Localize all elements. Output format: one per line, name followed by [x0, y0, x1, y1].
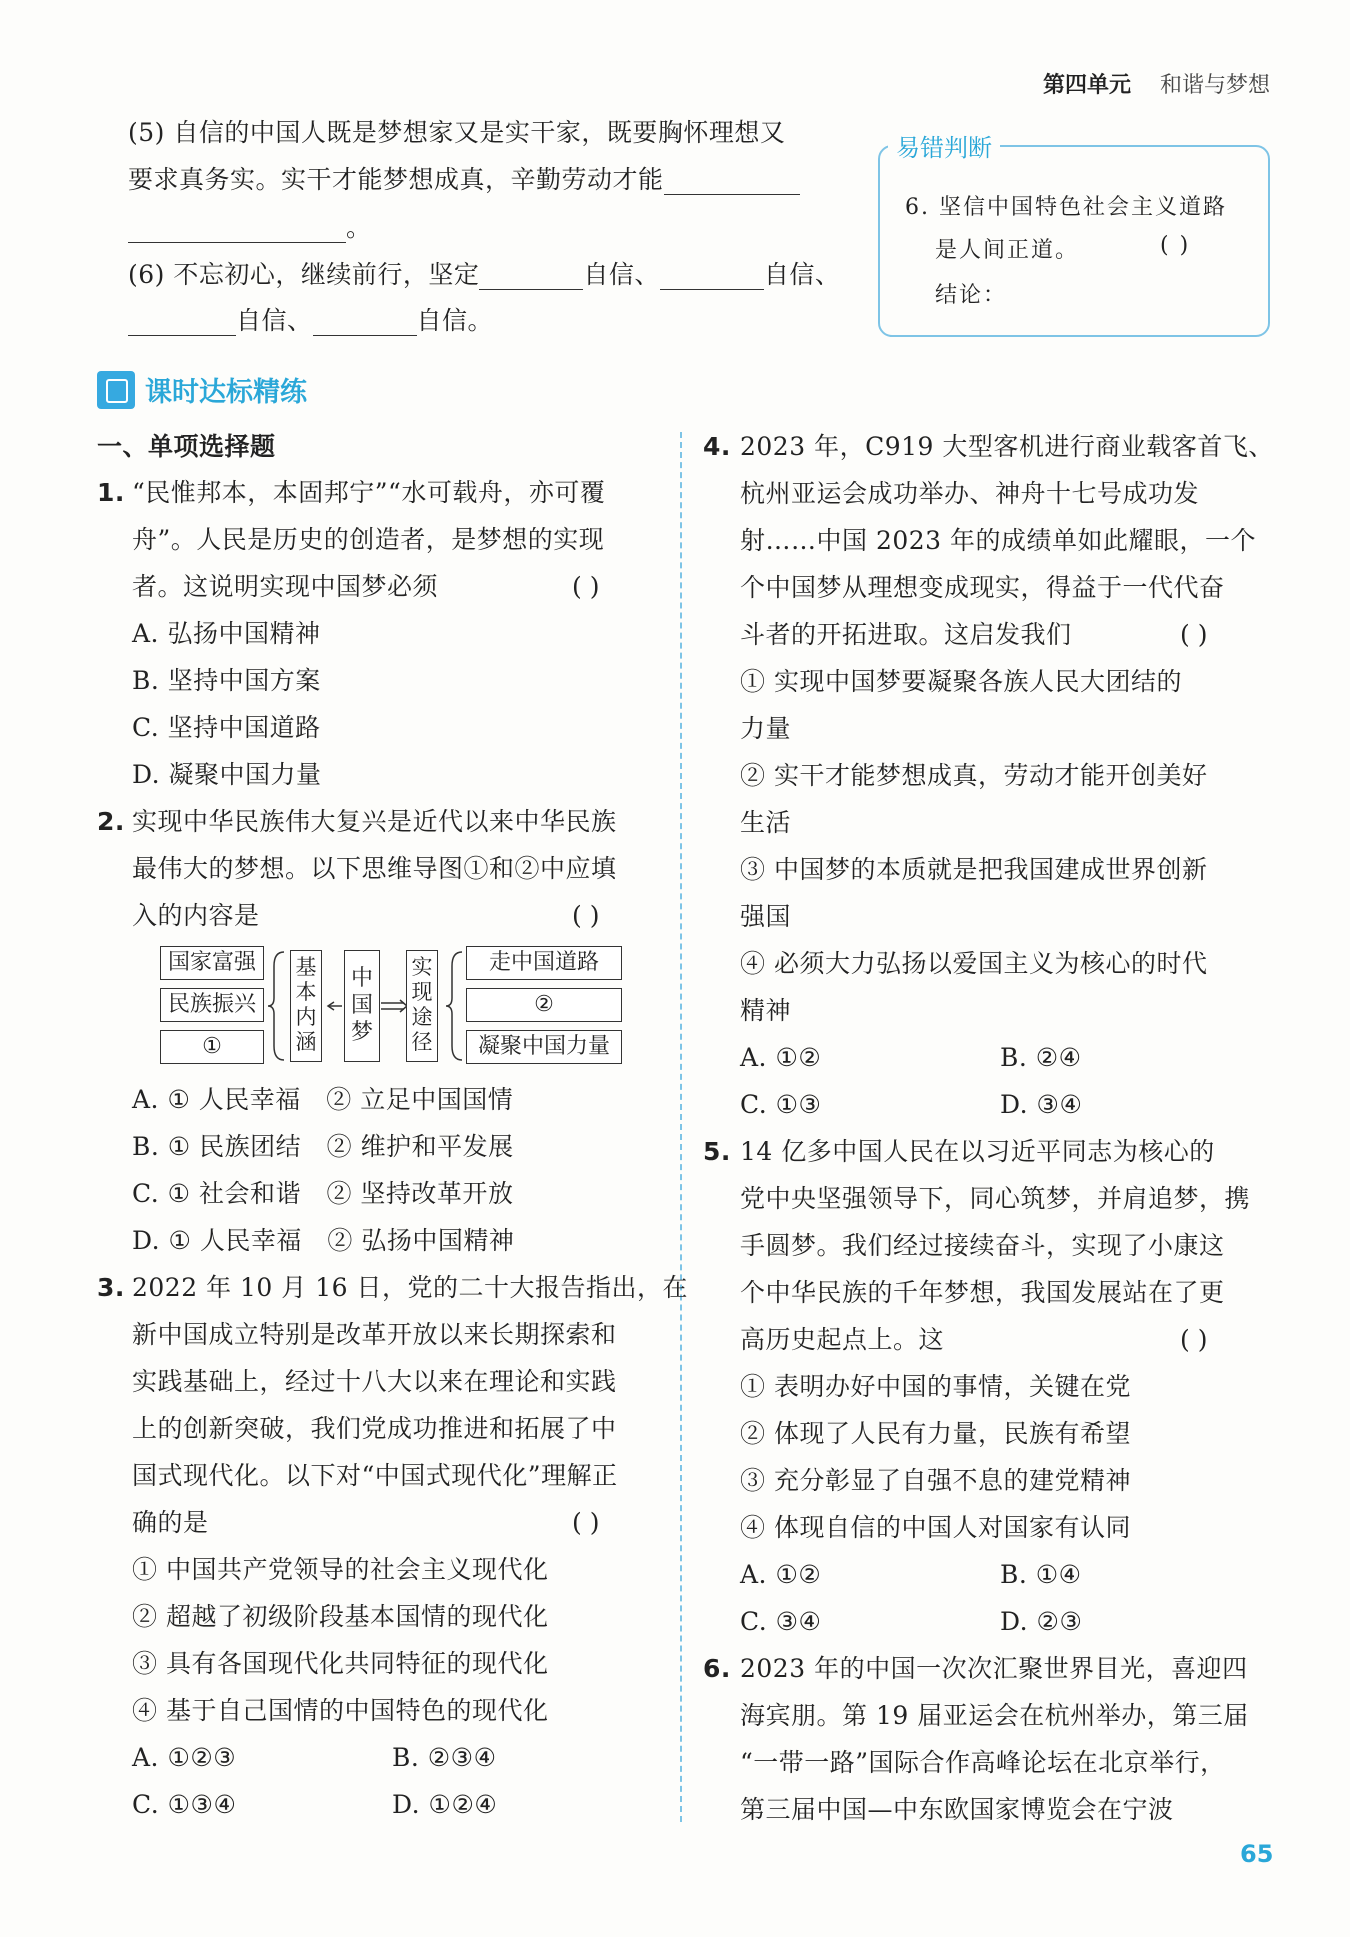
- option[interactable]: D. ③④: [1000, 1090, 1083, 1119]
- question-number: 3.: [97, 1273, 125, 1302]
- statement: ① 表明办好中国的事情，关键在党: [740, 1372, 1131, 1401]
- answer-blank[interactable]: [660, 266, 764, 290]
- answer-blank[interactable]: [128, 219, 346, 243]
- fill-line: (5) 自信的中国人既是梦想家又是实干家，既要胸怀理想又: [128, 118, 786, 147]
- option[interactable]: B. ②④: [1000, 1043, 1082, 1072]
- question-line: 射……中国 2023 年的成绩单如此耀眼，一个: [740, 526, 1257, 555]
- statement: ② 超越了初级阶段基本国情的现代化: [132, 1602, 549, 1631]
- fill-text: 自信。: [416, 306, 494, 335]
- fill-text: 自信、: [236, 306, 313, 335]
- unit-topic: 和谐与梦想: [1159, 73, 1270, 98]
- option[interactable]: C. ① 社会和谐 ② 坚持改革开放: [132, 1179, 514, 1208]
- answer-paren[interactable]: ( ): [572, 572, 600, 601]
- option[interactable]: B. 坚持中国方案: [132, 666, 321, 695]
- page-number: 65: [1240, 1840, 1274, 1868]
- answer-paren[interactable]: ( ): [1180, 1325, 1208, 1354]
- statement: 力量: [740, 714, 792, 743]
- fill-text: 自信、: [583, 260, 660, 289]
- statement: ① 中国共产党领导的社会主义现代化: [132, 1555, 549, 1584]
- pencil-note-icon: [97, 371, 135, 409]
- fill-line: [128, 213, 372, 243]
- question-line: 个中华民族的千年梦想，我国发展站在了更: [740, 1278, 1225, 1307]
- question-line: 新中国成立特别是改革开放以来长期探索和: [132, 1320, 617, 1349]
- option[interactable]: C. ①③: [740, 1090, 822, 1119]
- question-line: 最伟大的梦想。以下思维导图①和②中应填: [132, 854, 617, 883]
- question-line: 第三届中国—中东欧国家博览会在宁波: [740, 1795, 1174, 1824]
- question-line: 斗者的开拓进取。这启发我们: [740, 620, 1072, 649]
- tip-line: 是人间正道。: [935, 238, 1080, 263]
- option[interactable]: A. ①②: [740, 1560, 822, 1589]
- question-line: “一带一路”国际合作高峰论坛在北京举行，: [740, 1748, 1226, 1777]
- unit-label: 第四单元: [1042, 73, 1131, 98]
- fill-text: 。: [346, 213, 372, 242]
- map-node-left: ①: [160, 1030, 264, 1064]
- question-line: 14 亿多中国人民在以习近平同志为核心的: [740, 1137, 1215, 1166]
- question-line: 杭州亚运会成功举办、神舟十七号成功发: [740, 479, 1200, 508]
- option[interactable]: A. ①②③: [132, 1743, 237, 1772]
- tip-title: 易错判断: [888, 128, 1000, 163]
- question-line: 确的是: [132, 1508, 209, 1537]
- option[interactable]: D. ②③: [1000, 1607, 1083, 1636]
- map-node-way: 实现途径: [406, 950, 438, 1062]
- statement: ③ 充分彰显了自强不息的建党精神: [740, 1466, 1131, 1495]
- option[interactable]: D. 凝聚中国力量: [132, 760, 322, 789]
- page-header: [1043, 68, 1270, 99]
- answer-blank[interactable]: [313, 312, 417, 336]
- statement: 精神: [740, 996, 792, 1025]
- option[interactable]: C. ①③④: [132, 1790, 237, 1819]
- question-line: 高历史起点上。这: [740, 1325, 945, 1354]
- map-node-left: 国家富强: [160, 946, 264, 980]
- statement: ④ 体现自信的中国人对国家有认同: [740, 1513, 1131, 1542]
- option[interactable]: A. ①②: [740, 1043, 822, 1072]
- part-title: 一、单项选择题: [97, 432, 276, 461]
- tip-line: 结论：: [935, 283, 1008, 308]
- option[interactable]: D. ① 人民幸福 ② 弘扬中国精神: [132, 1226, 515, 1255]
- fill-line: [128, 306, 493, 336]
- map-node-right: 凝聚中国力量: [466, 1030, 622, 1064]
- section-title: 课时达标精练: [145, 377, 307, 408]
- answer-paren[interactable]: ( ): [1180, 620, 1208, 649]
- question-line: 实现中华民族伟大复兴是近代以来中华民族: [132, 807, 617, 836]
- option[interactable]: B. ②③④: [392, 1743, 497, 1772]
- tip-paren[interactable]: ( ): [1160, 233, 1191, 258]
- statement: ④ 必须大力弘扬以爱国主义为核心的时代: [740, 949, 1208, 978]
- map-node-center: 中国梦: [344, 950, 380, 1062]
- question-line: 实践基础上，经过十八大以来在理论和实践: [132, 1367, 617, 1396]
- section-header: [97, 370, 307, 409]
- question-line: 手圆梦。我们经过接续奋斗，实现了小康这: [740, 1231, 1225, 1260]
- option[interactable]: A. ① 人民幸福 ② 立足中国国情: [132, 1085, 514, 1114]
- question-line: 舟”。人民是历史的创造者，是梦想的实现: [132, 525, 605, 554]
- statement: ④ 基于自己国情的中国特色的现代化: [132, 1696, 549, 1725]
- question-line: 个中国梦从理想变成现实，得益于一代代奋: [740, 573, 1225, 602]
- question-line: 上的创新突破，我们党成功推进和拓展了中: [132, 1414, 617, 1443]
- option[interactable]: B. ① 民族团结 ② 维护和平发展: [132, 1132, 514, 1161]
- question-line: 2023 年的中国一次次汇聚世界目光，喜迎四: [740, 1654, 1248, 1683]
- fill-line: [128, 260, 840, 290]
- answer-paren[interactable]: ( ): [572, 901, 600, 930]
- fill-text: 要求真务实。实干才能梦想成真，辛勤劳动才能: [128, 165, 664, 194]
- question-line: 2022 年 10 月 16 日，党的二十大报告指出，在: [132, 1273, 688, 1302]
- answer-blank[interactable]: [479, 266, 583, 290]
- map-node-left: 民族振兴: [160, 988, 264, 1022]
- option[interactable]: A. 弘扬中国精神: [132, 619, 321, 648]
- question-number: 5.: [703, 1137, 731, 1166]
- map-node-right: ②: [466, 988, 622, 1022]
- question-line: 党中央坚强领导下，同心筑梦，并肩追梦，携: [740, 1184, 1251, 1213]
- question-line: 海宾朋。第 19 届亚运会在杭州举办，第三届: [740, 1701, 1249, 1730]
- question-line: 国式现代化。以下对“中国式现代化”理解正: [132, 1461, 618, 1490]
- statement: ③ 具有各国现代化共同特征的现代化: [132, 1649, 549, 1678]
- question-number: 2.: [97, 807, 125, 836]
- question-line: 入的内容是: [132, 901, 260, 930]
- statement: ② 体现了人民有力量，民族有希望: [740, 1419, 1131, 1448]
- option[interactable]: C. ③④: [740, 1607, 822, 1636]
- fill-line: [128, 165, 800, 195]
- statement: 生活: [740, 808, 792, 837]
- question-line: 2023 年，C919 大型客机进行商业载客首飞、: [740, 432, 1274, 461]
- tip-line: 6. 坚信中国特色社会主义道路: [905, 195, 1227, 220]
- question-line: “民惟邦本，本固邦宁”“水可载舟，亦可覆: [132, 478, 606, 507]
- statement: ② 实干才能梦想成真，劳动才能开创美好: [740, 761, 1208, 790]
- option[interactable]: C. 坚持中国道路: [132, 713, 321, 742]
- column-divider: [680, 432, 682, 1822]
- statement: 强国: [740, 902, 792, 931]
- statement: ① 实现中国梦要凝聚各族人民大团结的: [740, 667, 1182, 696]
- fill-text: (6) 不忘初心，继续前行，坚定: [128, 260, 480, 289]
- answer-blank[interactable]: [664, 171, 800, 195]
- question-line: 者。这说明实现中国梦必须: [132, 572, 439, 601]
- fill-text: 自信、: [763, 260, 841, 289]
- option[interactable]: B. ①④: [1000, 1560, 1082, 1589]
- question-number: 6.: [703, 1654, 731, 1683]
- question-number: 4.: [703, 432, 731, 461]
- map-node-inner: 基本内涵: [290, 950, 322, 1062]
- question-number: 1.: [97, 478, 125, 507]
- option[interactable]: D. ①②④: [392, 1790, 498, 1819]
- answer-blank[interactable]: [128, 312, 236, 336]
- answer-paren[interactable]: ( ): [572, 1508, 600, 1537]
- map-node-right: 走中国道路: [466, 946, 622, 980]
- statement: ③ 中国梦的本质就是把我国建成世界创新: [740, 855, 1208, 884]
